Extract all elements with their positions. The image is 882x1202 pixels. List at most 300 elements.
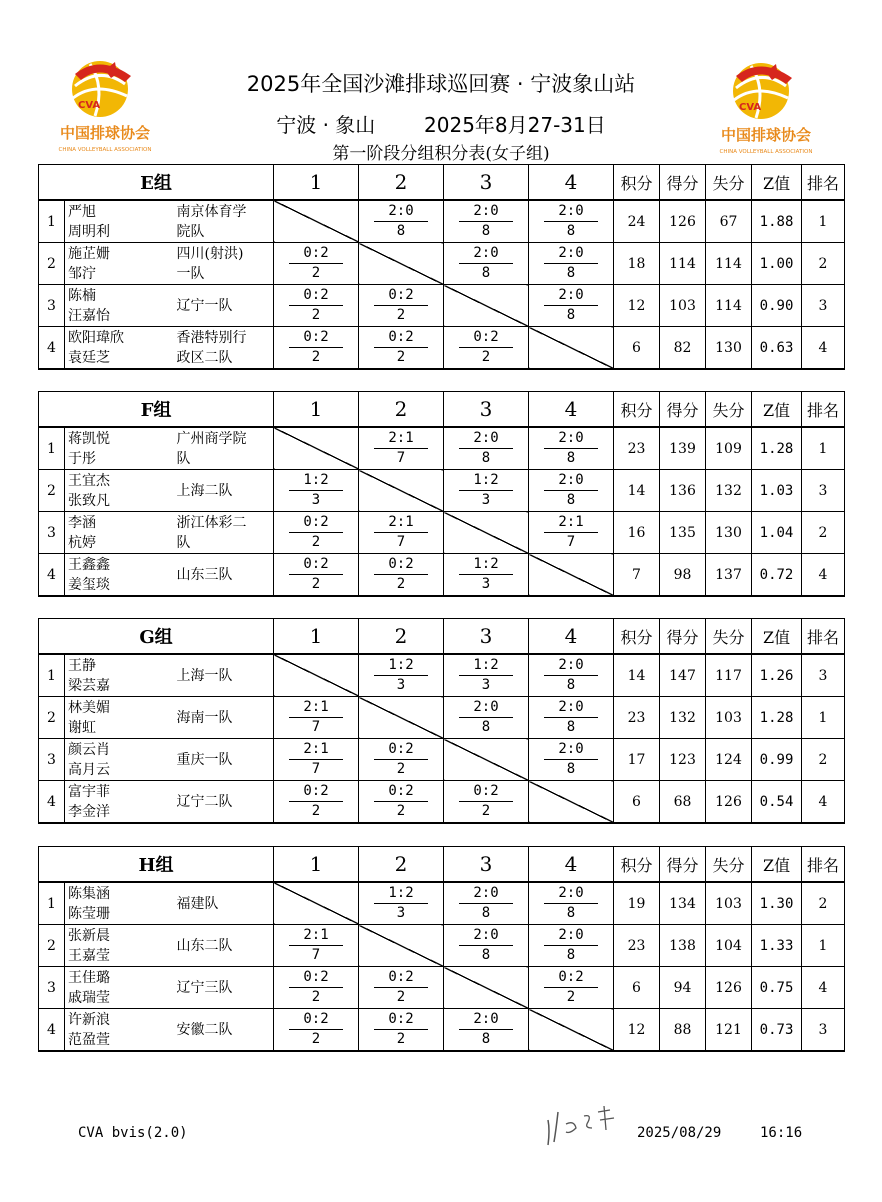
scored-value: 123 — [660, 739, 706, 781]
match-result-cell — [444, 925, 529, 967]
z-value: 1.28 — [752, 427, 802, 470]
match-points: 7 — [396, 534, 406, 550]
match-result-cell — [444, 327, 529, 370]
match-result-cell — [529, 739, 614, 781]
scored-value: 134 — [660, 882, 706, 925]
match-score: 2:1 — [289, 926, 343, 946]
match-result-cell — [274, 243, 359, 285]
player-name: 杭婷 — [68, 534, 96, 551]
team-name-line: 上海二队 — [176, 482, 233, 499]
rank-value: 3 — [802, 654, 845, 697]
match-result-cell — [529, 200, 614, 243]
opponent-col-header: 1 — [274, 619, 359, 655]
points-value: 6 — [614, 967, 660, 1009]
player-name: 袁廷芝 — [68, 349, 110, 366]
match-points: 2 — [311, 349, 321, 365]
group-table — [38, 618, 845, 824]
scored-value: 135 — [660, 512, 706, 554]
match-score: 0:2 — [289, 244, 343, 264]
match-points: 7 — [396, 450, 406, 466]
conceded-value: 67 — [706, 200, 752, 243]
player-name: 王宜杰 — [68, 472, 110, 489]
player-name: 林美媚 — [68, 699, 110, 716]
match-points: 7 — [566, 534, 576, 550]
signature-mark — [540, 1090, 650, 1150]
rank-value: 2 — [802, 739, 845, 781]
scored-value: 132 — [660, 697, 706, 739]
match-points: 8 — [481, 265, 491, 281]
match-result-cell — [529, 427, 614, 470]
z-value: 1.30 — [752, 882, 802, 925]
match-score: 1:2 — [289, 471, 343, 491]
rank-value: 4 — [802, 327, 845, 370]
player-name: 富宇菲 — [68, 783, 110, 800]
self-match-cell — [444, 967, 529, 1009]
opponent-col-header: 4 — [529, 165, 614, 201]
conceded-value: 109 — [706, 427, 752, 470]
scored-value: 139 — [660, 427, 706, 470]
team-name-line: 队 — [176, 450, 191, 467]
match-points: 7 — [311, 947, 321, 963]
points-value: 14 — [614, 654, 660, 697]
match-points: 2 — [396, 1031, 406, 1047]
scored-value: 88 — [660, 1009, 706, 1052]
scored-col-header: 得分 — [660, 619, 706, 655]
points-value: 7 — [614, 554, 660, 597]
player-name: 王静 — [68, 657, 96, 674]
team-row — [39, 925, 845, 967]
match-score: 0:2 — [289, 513, 343, 533]
player-name: 谢虹 — [68, 719, 96, 736]
scored-value: 126 — [660, 200, 706, 243]
rank-col-header: 排名 — [802, 619, 845, 655]
team-name-line: 辽宁二队 — [176, 793, 233, 810]
match-points: 8 — [566, 492, 576, 508]
player-name: 颜云肖 — [68, 741, 110, 758]
match-score: 0:2 — [459, 782, 513, 802]
conceded-value: 126 — [706, 967, 752, 1009]
seed-number: 1 — [39, 882, 65, 925]
self-match-cell — [274, 200, 359, 243]
z-value: 1.28 — [752, 697, 802, 739]
match-points: 2 — [311, 307, 321, 323]
match-score: 0:2 — [374, 555, 428, 575]
team-name-line: 香港特别行 — [176, 329, 247, 346]
self-match-cell — [444, 739, 529, 781]
team-row — [39, 554, 845, 597]
team-name-line: 辽宁一队 — [176, 297, 233, 314]
team-row — [39, 327, 845, 370]
match-result-cell — [274, 554, 359, 597]
z-value: 0.54 — [752, 781, 802, 824]
rank-value: 3 — [802, 1009, 845, 1052]
match-result-cell — [359, 781, 444, 824]
match-points: 2 — [311, 1031, 321, 1047]
rank-value: 4 — [802, 554, 845, 597]
group-header-row — [39, 619, 845, 655]
player-name: 于彤 — [68, 450, 96, 467]
match-points: 2 — [396, 349, 406, 365]
z-value: 1.26 — [752, 654, 802, 697]
rank-value: 1 — [802, 200, 845, 243]
match-points: 2 — [481, 803, 491, 819]
match-points: 8 — [481, 719, 491, 735]
self-match-cell — [359, 243, 444, 285]
svg-text:CHINA VOLLEYBALL ASSOCIATION: CHINA VOLLEYBALL ASSOCIATION — [719, 149, 813, 155]
self-match-cell — [444, 285, 529, 327]
rank-value: 4 — [802, 781, 845, 824]
match-score: 2:1 — [374, 429, 428, 449]
opponent-col-header: 4 — [529, 847, 614, 883]
rank-value: 3 — [802, 470, 845, 512]
self-match-cell — [529, 554, 614, 597]
opponent-col-header: 4 — [529, 392, 614, 428]
player-name: 张新晨 — [68, 927, 110, 944]
team-name-line: 福建队 — [176, 895, 219, 912]
seed-number: 3 — [39, 512, 65, 554]
match-result-cell — [274, 470, 359, 512]
team-name — [175, 327, 274, 370]
team-name-line: 广州商学院 — [176, 430, 247, 447]
self-match-cell — [444, 512, 529, 554]
match-result-cell — [444, 654, 529, 697]
team-name-line: 重庆一队 — [176, 751, 233, 768]
player-name: 周明利 — [68, 223, 110, 240]
conceded-col-header: 失分 — [706, 165, 752, 201]
match-result-cell — [359, 512, 444, 554]
conceded-value: 103 — [706, 882, 752, 925]
opponent-col-header: 2 — [359, 165, 444, 201]
scored-col-header: 得分 — [660, 847, 706, 883]
page-title: 2025年全国沙滩排球巡回赛 · 宁波象山站 — [246, 72, 636, 96]
player-names — [65, 554, 175, 597]
player-names — [65, 1009, 175, 1052]
group-name: G组 — [39, 619, 274, 655]
z-col-header: Z值 — [752, 165, 802, 201]
team-name-line: 浙江体彩二 — [176, 514, 247, 531]
match-points: 2 — [311, 989, 321, 1005]
points-col-header: 积分 — [614, 619, 660, 655]
player-names — [65, 739, 175, 781]
team-row — [39, 470, 845, 512]
match-score: 2:1 — [374, 513, 428, 533]
seed-number: 4 — [39, 1009, 65, 1052]
seed-number: 2 — [39, 470, 65, 512]
match-points: 8 — [566, 905, 576, 921]
match-score: 2:0 — [544, 740, 598, 760]
match-score: 2:1 — [544, 513, 598, 533]
player-names — [65, 243, 175, 285]
points-value: 23 — [614, 925, 660, 967]
rank-value: 2 — [802, 243, 845, 285]
match-score: 2:0 — [544, 286, 598, 306]
team-name-line: 辽宁三队 — [176, 979, 233, 996]
group-header-row — [39, 165, 845, 201]
match-points: 2 — [396, 307, 406, 323]
match-result-cell — [529, 697, 614, 739]
points-value: 23 — [614, 427, 660, 470]
points-value: 19 — [614, 882, 660, 925]
player-name: 欧阳瑋欣 — [68, 329, 124, 346]
team-name — [175, 781, 274, 824]
match-points: 3 — [396, 905, 406, 921]
z-col-header: Z值 — [752, 392, 802, 428]
match-score: 0:2 — [289, 286, 343, 306]
opponent-col-header: 1 — [274, 392, 359, 428]
seed-number: 3 — [39, 285, 65, 327]
match-score: 2:0 — [544, 884, 598, 904]
opponent-col-header: 1 — [274, 165, 359, 201]
team-row — [39, 243, 845, 285]
points-value: 12 — [614, 1009, 660, 1052]
match-points: 2 — [481, 349, 491, 365]
conceded-value: 124 — [706, 739, 752, 781]
player-names — [65, 285, 175, 327]
z-col-header: Z值 — [752, 619, 802, 655]
points-value: 24 — [614, 200, 660, 243]
opponent-col-header: 3 — [444, 847, 529, 883]
match-points: 8 — [566, 223, 576, 239]
team-name — [175, 739, 274, 781]
team-name-line: 上海一队 — [176, 667, 233, 684]
match-score: 2:1 — [289, 740, 343, 760]
match-result-cell — [359, 427, 444, 470]
team-name-line: 院队 — [176, 223, 205, 240]
team-row — [39, 967, 845, 1009]
match-result-cell — [274, 1009, 359, 1052]
rank-col-header: 排名 — [802, 847, 845, 883]
match-result-cell — [274, 781, 359, 824]
z-value: 0.75 — [752, 967, 802, 1009]
match-result-cell — [444, 1009, 529, 1052]
match-points: 2 — [396, 576, 406, 592]
match-result-cell — [359, 1009, 444, 1052]
team-name-line: 四川(射洪) — [176, 245, 244, 262]
match-score: 2:0 — [544, 698, 598, 718]
match-points: 2 — [311, 265, 321, 281]
team-row — [39, 654, 845, 697]
match-score: 1:2 — [459, 471, 513, 491]
rank-value: 1 — [802, 697, 845, 739]
points-col-header: 积分 — [614, 847, 660, 883]
match-result-cell — [359, 327, 444, 370]
scored-value: 94 — [660, 967, 706, 1009]
seed-number: 2 — [39, 243, 65, 285]
match-score: 0:2 — [374, 968, 428, 988]
match-points: 3 — [311, 492, 321, 508]
seed-number: 4 — [39, 554, 65, 597]
match-points: 2 — [311, 534, 321, 550]
team-row — [39, 285, 845, 327]
print-date: 2025/08/29 — [637, 1125, 722, 1141]
location-label: 宁波 · 象山 — [276, 113, 376, 137]
team-name — [175, 243, 274, 285]
match-points: 8 — [481, 450, 491, 466]
team-row — [39, 1009, 845, 1052]
player-name: 许新浪 — [68, 1011, 110, 1028]
match-score: 0:2 — [544, 968, 598, 988]
match-score: 0:2 — [374, 1010, 428, 1030]
team-name — [175, 200, 274, 243]
z-value: 1.00 — [752, 243, 802, 285]
points-value: 14 — [614, 470, 660, 512]
opponent-col-header: 3 — [444, 165, 529, 201]
match-result-cell — [529, 654, 614, 697]
z-value: 0.99 — [752, 739, 802, 781]
seed-number: 1 — [39, 654, 65, 697]
opponent-col-header: 4 — [529, 619, 614, 655]
player-names — [65, 654, 175, 697]
match-points: 2 — [396, 989, 406, 1005]
opponent-col-header: 3 — [444, 392, 529, 428]
rank-col-header: 排名 — [802, 392, 845, 428]
conceded-col-header: 失分 — [706, 619, 752, 655]
match-points: 8 — [481, 947, 491, 963]
player-name: 范盈萱 — [68, 1031, 110, 1048]
player-name: 施芷姗 — [68, 245, 110, 262]
match-score: 2:1 — [289, 698, 343, 718]
self-match-cell — [529, 1009, 614, 1052]
date-label: 2025年8月27-31日 — [424, 113, 606, 137]
match-score: 2:0 — [544, 926, 598, 946]
match-result-cell — [444, 243, 529, 285]
match-score: 2:0 — [544, 202, 598, 222]
match-score: 2:0 — [374, 202, 428, 222]
player-name: 戚瑞莹 — [68, 989, 110, 1006]
team-name — [175, 285, 274, 327]
match-score: 2:0 — [459, 926, 513, 946]
team-name — [175, 697, 274, 739]
player-name: 李涵 — [68, 514, 96, 531]
rank-col-header: 排名 — [802, 165, 845, 201]
match-points: 2 — [311, 803, 321, 819]
event-info — [0, 109, 882, 138]
points-col-header: 积分 — [614, 165, 660, 201]
seed-number: 4 — [39, 327, 65, 370]
group-header-row — [39, 392, 845, 428]
match-score: 2:0 — [459, 698, 513, 718]
points-value: 6 — [614, 327, 660, 370]
team-name — [175, 882, 274, 925]
points-value: 16 — [614, 512, 660, 554]
player-names — [65, 327, 175, 370]
rank-value: 4 — [802, 967, 845, 1009]
team-row — [39, 427, 845, 470]
match-result-cell — [444, 427, 529, 470]
match-points: 8 — [481, 1031, 491, 1047]
player-name: 严旭 — [68, 203, 96, 220]
match-result-cell — [444, 200, 529, 243]
conceded-value: 126 — [706, 781, 752, 824]
svg-text:CHINA VOLLEYBALL ASSOCIATION: CHINA VOLLEYBALL ASSOCIATION — [58, 147, 152, 153]
player-names — [65, 882, 175, 925]
self-match-cell — [359, 925, 444, 967]
points-value: 23 — [614, 697, 660, 739]
match-score: 0:2 — [289, 555, 343, 575]
match-points: 2 — [396, 761, 406, 777]
player-names — [65, 967, 175, 1009]
points-value: 17 — [614, 739, 660, 781]
match-result-cell — [529, 967, 614, 1009]
player-name: 汪嘉怡 — [68, 307, 110, 324]
self-match-cell — [529, 327, 614, 370]
conceded-col-header: 失分 — [706, 847, 752, 883]
svg-text:中国排球协会: 中国排球协会 — [720, 126, 812, 144]
z-value: 0.72 — [752, 554, 802, 597]
match-result-cell — [529, 882, 614, 925]
match-score: 2:0 — [459, 884, 513, 904]
rank-value: 2 — [802, 882, 845, 925]
team-row — [39, 739, 845, 781]
match-result-cell — [274, 739, 359, 781]
match-result-cell — [444, 470, 529, 512]
match-points: 8 — [566, 947, 576, 963]
match-points: 7 — [311, 761, 321, 777]
rank-value: 2 — [802, 512, 845, 554]
svg-text:CVA: CVA — [78, 100, 101, 111]
match-result-cell — [359, 967, 444, 1009]
match-result-cell — [274, 697, 359, 739]
team-name-line: 一队 — [176, 265, 205, 282]
scored-value: 138 — [660, 925, 706, 967]
self-match-cell — [274, 427, 359, 470]
self-match-cell — [359, 470, 444, 512]
z-value: 1.88 — [752, 200, 802, 243]
match-score: 2:0 — [459, 429, 513, 449]
group-name: F组 — [39, 392, 274, 428]
team-name — [175, 654, 274, 697]
match-score: 1:2 — [374, 884, 428, 904]
match-points: 3 — [481, 677, 491, 693]
match-result-cell — [359, 654, 444, 697]
match-result-cell — [529, 470, 614, 512]
seed-number: 2 — [39, 697, 65, 739]
team-row — [39, 781, 845, 824]
conceded-value: 114 — [706, 243, 752, 285]
match-score: 2:0 — [544, 656, 598, 676]
scored-value: 68 — [660, 781, 706, 824]
seed-number: 1 — [39, 427, 65, 470]
rank-value: 3 — [802, 285, 845, 327]
team-name-line: 安徽二队 — [176, 1021, 233, 1038]
player-name: 王佳璐 — [68, 969, 110, 986]
conceded-col-header: 失分 — [706, 392, 752, 428]
opponent-col-header: 1 — [274, 847, 359, 883]
match-points: 8 — [481, 223, 491, 239]
match-points: 8 — [566, 677, 576, 693]
match-score: 0:2 — [374, 782, 428, 802]
player-name: 梁芸嘉 — [68, 677, 110, 694]
match-points: 8 — [566, 307, 576, 323]
player-names — [65, 512, 175, 554]
team-name — [175, 925, 274, 967]
scored-value: 114 — [660, 243, 706, 285]
team-row — [39, 697, 845, 739]
seed-number: 3 — [39, 739, 65, 781]
player-names — [65, 200, 175, 243]
team-name-line: 南京体育学 — [176, 203, 247, 220]
seed-number: 2 — [39, 925, 65, 967]
z-value: 1.04 — [752, 512, 802, 554]
match-score: 2:0 — [459, 202, 513, 222]
match-points: 8 — [566, 761, 576, 777]
scored-value: 136 — [660, 470, 706, 512]
match-result-cell — [444, 554, 529, 597]
points-value: 12 — [614, 285, 660, 327]
page-subtitle: 第一阶段分组积分表(女子组) — [332, 144, 550, 164]
opponent-col-header: 2 — [359, 619, 444, 655]
group-table — [38, 846, 845, 1052]
